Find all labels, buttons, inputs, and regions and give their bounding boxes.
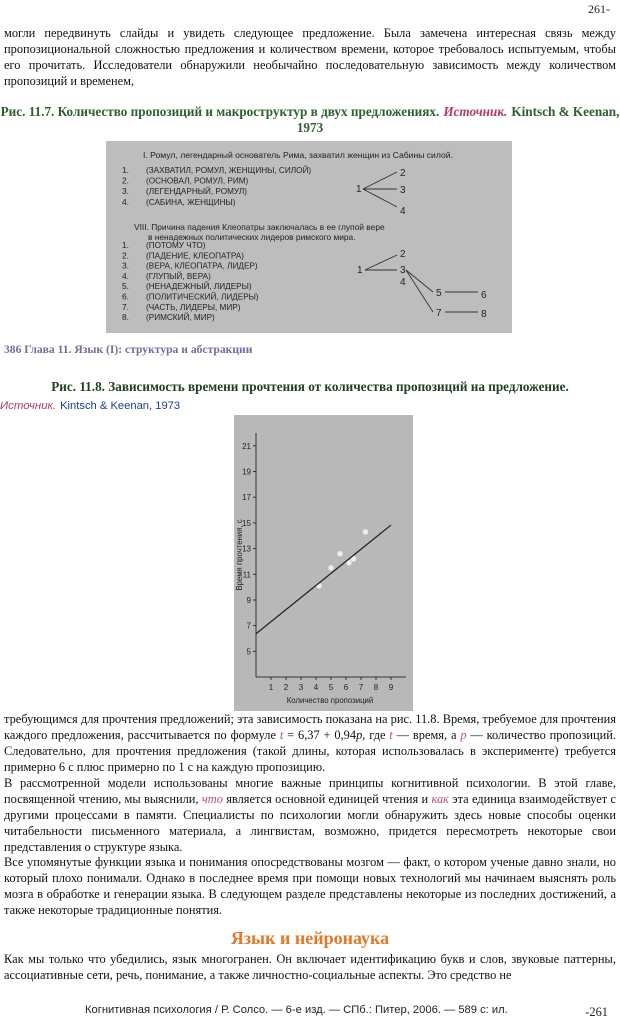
proposition-1-number: 1.	[122, 165, 129, 175]
y-tick-label: 9	[246, 595, 251, 605]
proposition-2-number: 5.	[122, 281, 129, 292]
tree-1-root: 1	[356, 184, 362, 195]
reading-time-chart	[234, 415, 413, 711]
figure-11-8-caption	[0, 378, 620, 396]
proposition-2-text: (ВЕРА, КЛЕОПАТРА, ЛИДЕР)	[146, 261, 258, 271]
y-tick-label: 17	[242, 493, 251, 503]
proposition-1-number: 2.	[122, 175, 129, 186]
section-paragraph: Как мы только что убедились, язык многогранен. Он включает идентификацию букв и слов, звуковые паттерны, ассоциативные сети, речь, понимание, а также личностно-социальные аспекты. Это средство не	[4, 952, 616, 982]
var-p-2: p	[460, 727, 467, 742]
data-marks	[256, 525, 391, 634]
proposition-2-number: 4.	[122, 270, 129, 281]
proposition-2-number: 3.	[122, 260, 129, 271]
data-point	[337, 551, 342, 556]
proposition-2-text: (ПАДЕНИЕ, КЛЕОПАТРА)	[146, 251, 244, 261]
y-tick-label: 15	[242, 518, 251, 528]
proposition-1-text: (ОСНОВАЛ, РОМУЛ, РИМ)	[146, 176, 249, 186]
body-paragraph-1	[4, 712, 616, 776]
proposition-2-text: (ПОЛИТИЧЕСКИЙ, ЛИДЕРЫ)	[146, 292, 259, 302]
tree-2-node: 3	[400, 265, 406, 276]
x-tick-label: 4	[313, 683, 319, 692]
x-tick-label: 9	[388, 683, 394, 692]
proposition-2-text: (РИМСКИЙ, МИР)	[146, 313, 215, 323]
tree-2-node: 8	[481, 309, 487, 320]
tree-2-node: 6	[481, 290, 487, 301]
x-tick-label: 8	[373, 683, 379, 692]
y-tick-label: 19	[242, 467, 251, 477]
proposition-1-number: 3.	[122, 186, 129, 197]
x-tick-label: 1	[268, 683, 274, 692]
y-tick-label: 7	[246, 621, 251, 631]
x-tick-label: 7	[358, 683, 364, 692]
sentence-1: I. Ромул, легендарный основатель Рима, захватил женщин из Сабины силой.	[143, 150, 453, 160]
y-tick-label: 13	[242, 544, 251, 554]
sentence-2-line-2: в ненадежных политических лидеров римского мира.	[148, 232, 356, 242]
figure-11-8-source: Kintsch & Keenan, 1973	[60, 400, 181, 412]
regression-line	[256, 525, 391, 634]
emphasis-what: что	[201, 791, 223, 806]
x-tick-label: 3	[298, 683, 304, 692]
y-ticks	[242, 442, 256, 656]
proposition-1-text: (ЛЕГЕНДАРНЫЙ, РОМУЛ)	[146, 187, 247, 197]
figure-11-7-source: Kintsch & Keenan, 1973	[296, 104, 620, 135]
x-tick-label: 5	[328, 683, 334, 692]
y-tick-label: 5	[246, 647, 251, 657]
proposition-list-2	[122, 240, 259, 322]
figure-11-7-source-label: Источник.	[443, 104, 508, 119]
p1-text-c: — время, а	[396, 727, 457, 742]
tree-2-node: 5	[436, 288, 442, 299]
proposition-2-number: 2.	[122, 250, 129, 261]
proposition-2-number: 1.	[122, 240, 129, 250]
page-number-top: 261-	[588, 2, 610, 16]
data-point	[363, 529, 368, 534]
tree-2-node: 7	[436, 308, 442, 319]
proposition-list-1	[122, 164, 311, 207]
page-number-bottom: -261	[585, 1005, 608, 1019]
proposition-1-text: (ЗАХВАТИЛ, РОМУЛ, ЖЕНЩИНЫ, СИЛОЙ)	[146, 166, 312, 175]
y-axis-label: Время прочтения, с	[235, 519, 244, 591]
figure-11-7-image	[106, 141, 512, 333]
sentence-2-line-1: VIII. Причина падения Клеопатры заключалась в ее глупой вере	[134, 222, 385, 232]
x-tick-label: 6	[343, 683, 349, 692]
p1-text-b: , где	[362, 727, 386, 742]
proposition-2-text: (НЕНАДЕЖНЫЙ, ЛИДЕРЫ)	[146, 282, 252, 292]
running-header: 386 Глава 11. Язык (I): структура и абстракции	[4, 343, 253, 356]
x-ticks	[269, 677, 394, 692]
var-t: t	[279, 727, 284, 742]
proposition-2-text: (ЧАСТЬ, ЛИДЕРЫ, МИР)	[146, 302, 241, 312]
y-tick-label: 21	[242, 441, 251, 451]
figure-11-8-source-label: Источник.	[0, 400, 57, 412]
proposition-diagram	[106, 141, 512, 333]
y-tick-label: 11	[242, 570, 251, 580]
footer-citation: Когнитивная психология / Р. Солсо. — 6-е изд. — СПб.: Питер, 2006. — 589 с: ил.	[85, 1004, 508, 1016]
p1-equation: = 6,37 + 0,94	[287, 727, 357, 742]
figure-11-8-source-line	[0, 396, 180, 414]
proposition-2-number: 6.	[122, 291, 129, 302]
body-paragraph-3: Все упомянутые функции языка и понимания опосредствованы мозгом — факт, о котором ученые давно знали, но который плохо понимали. Однако в последнее время при помощи новых технологий мы начинаем выяснять роль мозга в обработке и генерации языка. В следующем разделе представлены некоторые из последних достижений, а также некоторые традиционные понятия.	[4, 855, 616, 917]
tree-2-links	[365, 255, 478, 312]
x-axis-label: Количество пропозиций	[286, 696, 374, 705]
var-p: p	[356, 727, 363, 742]
data-point	[328, 565, 333, 570]
proposition-2-text: (ПОТОМУ ЧТО)	[146, 241, 206, 250]
var-t-2: t	[389, 727, 393, 742]
tree-1-node: 2	[400, 168, 406, 179]
emphasis-how: как	[431, 791, 449, 806]
figure-11-8-image	[234, 415, 413, 711]
p2-text-a: В рассмотренной модели использованы многие важные принципы когнитивной психологии. В этой главе, посвященной чтению, мы выяснили,	[4, 776, 616, 806]
proposition-2-text: (ГЛУПЫЙ, ВЕРА)	[146, 271, 211, 281]
proposition-2-number: 8.	[122, 312, 129, 323]
figure-11-8-title: Рис. 11.8. Зависимость времени прочтения от количества пропозиций на предложение.	[51, 379, 569, 394]
p2-text-b: является основной единицей чтения и	[226, 791, 429, 806]
x-tick-label: 2	[283, 683, 289, 692]
tree-1-node: 3	[400, 185, 406, 196]
body-paragraph-2	[4, 776, 616, 856]
tree-1-node: 4	[400, 206, 406, 217]
p2-text-c: эта единица взаимодействует с другими процессами в памяти. Специалисты по психологии могли обнаружить здесь новые способы оценки читабельности письменного материала, а лингвистам, возможно, придется пересмотреть некоторые свои представления о структуре языка.	[4, 791, 616, 854]
proposition-1-text: (САБИНА, ЖЕНЩИНЫ)	[146, 197, 236, 207]
p1-text-d: — количество пропозиций. Следовательно, для прочтения предложения (такой длины, которая использовалась в эксперименте) требуется примерно 6 с плюс примерно по 1 с на каждую пропозицию.	[4, 727, 616, 774]
tree-2-node: 4	[400, 277, 406, 288]
section-heading: Язык и нейронаука	[230, 928, 390, 948]
proposition-2-number: 7.	[122, 301, 129, 312]
p1-text-a: требующимся для прочтения предложений; эта зависимость показана на рис. 11.8. Время, требуемое для прочтения каждого предложения, рассчитывается по формуле	[4, 712, 616, 742]
tree-2-root: 1	[357, 265, 363, 276]
tree-2-node: 2	[400, 249, 406, 260]
intro-paragraph: могли передвинуть слайды и увидеть следующее предложение. Была замечена интересная связь между пропозициональной сложностью предложения и количеством времени, которое требовалось испытуемым, чтобы его прочитать. Исследователи обнаружили необычайно последовательную зависимость между количеством пропозиций и временем,	[4, 26, 616, 88]
tree-1-links	[363, 172, 397, 207]
figure-11-7-caption	[0, 104, 620, 136]
proposition-1-number: 4.	[122, 196, 129, 207]
figure-11-7-title: Рис. 11.7. Количество пропозиций и макроструктур в двух предложениях.	[0, 104, 440, 119]
